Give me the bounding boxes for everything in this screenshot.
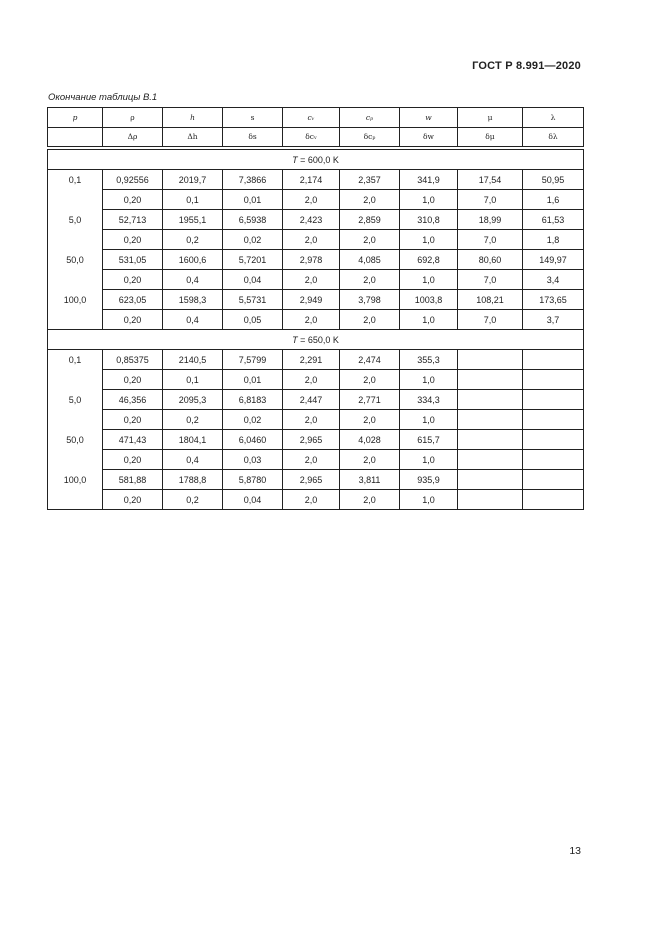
table-row [48,470,584,490]
pressure-cell-empty [48,230,103,250]
uncertainty-cell: 0,1 [163,370,223,390]
uncertainty-cell: 0,20 [103,410,163,430]
page-number: 13 [569,845,581,857]
column-header: s [223,108,283,128]
uncertainty-cell: 2,0 [283,310,340,330]
uncertainty-cell: 1,8 [523,230,584,250]
value-cell [523,390,584,410]
temperature-heading [48,150,584,170]
uncertainty-cell: 3,4 [523,270,584,290]
value-cell [458,470,523,490]
value-cell: 2,357 [340,170,400,190]
value-cell: 1788,8 [163,470,223,490]
uncertainty-cell: 0,1 [163,190,223,210]
temperature-value: = 600,0 K [297,154,339,165]
uncertainty-cell: 0,4 [163,450,223,470]
value-cell: 2,965 [283,430,340,450]
uncertainty-cell: 2,0 [340,270,400,290]
table-row [48,170,584,190]
value-cell: 2,474 [340,350,400,370]
value-cell: 2,949 [283,290,340,310]
temperature-symbol: T [292,154,298,165]
uncertainty-row [48,310,584,330]
table-row [48,250,584,270]
pressure-cell: 100,0 [48,470,103,490]
column-subheader: δcᵥ [283,128,340,147]
uncertainty-cell: 7,0 [458,310,523,330]
column-subheader: δcₚ [340,128,400,147]
column-subheader: δw [400,128,458,147]
value-cell: 355,3 [400,350,458,370]
value-cell: 149,97 [523,250,584,270]
value-cell: 52,713 [103,210,163,230]
value-cell [523,430,584,450]
value-cell: 17,54 [458,170,523,190]
uncertainty-cell: 0,05 [223,310,283,330]
temperature-value: = 650,0 K [297,334,339,345]
value-cell: 1600,6 [163,250,223,270]
value-cell: 2095,3 [163,390,223,410]
value-cell: 471,43 [103,430,163,450]
pressure-cell: 5,0 [48,210,103,230]
value-cell [523,350,584,370]
value-cell: 5,5731 [223,290,283,310]
value-cell: 50,95 [523,170,584,190]
value-cell: 2019,7 [163,170,223,190]
value-cell: 2,174 [283,170,340,190]
value-cell: 46,356 [103,390,163,410]
pressure-cell-empty [48,490,103,510]
header-row-symbols [48,108,584,128]
uncertainty-cell: 0,02 [223,230,283,250]
uncertainty-cell: 2,0 [340,370,400,390]
pressure-cell: 100,0 [48,290,103,310]
uncertainty-cell: 0,20 [103,230,163,250]
value-cell: 2,859 [340,210,400,230]
uncertainty-cell: 3,7 [523,310,584,330]
value-cell: 7,5799 [223,350,283,370]
value-cell: 18,99 [458,210,523,230]
column-header: cᵥ [283,108,340,128]
pressure-cell-empty [48,310,103,330]
column-header: p [48,108,103,128]
table-caption: Окончание таблицы В.1 [48,92,158,103]
value-cell: 2,423 [283,210,340,230]
value-cell: 0,92556 [103,170,163,190]
value-cell [458,430,523,450]
uncertainty-cell: 0,2 [163,230,223,250]
uncertainty-cell: 1,0 [400,190,458,210]
value-cell: 6,0460 [223,430,283,450]
value-cell: 1003,8 [400,290,458,310]
value-cell: 2,447 [283,390,340,410]
uncertainty-cell: 2,0 [283,450,340,470]
uncertainty-cell: 0,20 [103,270,163,290]
value-cell: 6,8183 [223,390,283,410]
uncertainty-cell: 1,0 [400,310,458,330]
uncertainty-cell: 1,0 [400,450,458,470]
uncertainty-cell: 2,0 [283,370,340,390]
value-cell: 61,53 [523,210,584,230]
value-cell: 531,05 [103,250,163,270]
value-cell: 2,965 [283,470,340,490]
uncertainty-cell: 2,0 [283,490,340,510]
column-header: w [400,108,458,128]
column-header: ρ [103,108,163,128]
uncertainty-cell: 2,0 [283,230,340,250]
value-cell [458,390,523,410]
uncertainty-cell: 1,0 [400,370,458,390]
uncertainty-row [48,230,584,250]
value-cell: 2,771 [340,390,400,410]
column-header: λ [523,108,584,128]
uncertainty-row [48,410,584,430]
value-cell: 1598,3 [163,290,223,310]
uncertainty-cell [458,450,523,470]
uncertainty-cell [523,450,584,470]
uncertainty-row [48,450,584,470]
column-subheader: δλ [523,128,584,147]
uncertainty-cell: 0,20 [103,490,163,510]
value-cell: 3,811 [340,470,400,490]
uncertainty-cell: 2,0 [283,410,340,430]
pressure-cell: 0,1 [48,170,103,190]
uncertainty-cell: 0,4 [163,270,223,290]
pressure-cell-empty [48,190,103,210]
pressure-cell-empty [48,410,103,430]
value-cell: 108,21 [458,290,523,310]
value-cell: 341,9 [400,170,458,190]
uncertainty-cell: 2,0 [340,410,400,430]
column-subheader: δμ [458,128,523,147]
uncertainty-cell: 2,0 [340,490,400,510]
column-header: cₚ [340,108,400,128]
table-row [48,350,584,370]
table-row [48,210,584,230]
value-cell: 7,3866 [223,170,283,190]
value-cell: 4,028 [340,430,400,450]
column-header: h [163,108,223,128]
value-cell: 623,05 [103,290,163,310]
value-cell: 310,8 [400,210,458,230]
uncertainty-cell: 2,0 [283,270,340,290]
value-cell: 6,5938 [223,210,283,230]
uncertainty-cell: 0,03 [223,450,283,470]
value-cell: 2,978 [283,250,340,270]
uncertainty-cell [523,490,584,510]
uncertainty-cell: 2,0 [340,190,400,210]
column-header: μ [458,108,523,128]
uncertainty-cell: 0,20 [103,190,163,210]
uncertainty-cell: 7,0 [458,190,523,210]
uncertainty-cell: 0,01 [223,370,283,390]
pressure-cell: 5,0 [48,390,103,410]
value-cell: 80,60 [458,250,523,270]
value-cell: 692,8 [400,250,458,270]
table-row [48,430,584,450]
uncertainty-cell [523,410,584,430]
uncertainty-cell: 0,20 [103,370,163,390]
column-subheader: Δh [163,128,223,147]
uncertainty-cell: 0,2 [163,410,223,430]
column-subheader: Δρ [103,128,163,147]
temperature-heading [48,330,584,350]
value-cell: 581,88 [103,470,163,490]
pressure-cell-empty [48,270,103,290]
uncertainty-cell: 0,04 [223,270,283,290]
header-row-uncertainty [48,128,584,147]
pressure-cell-empty [48,370,103,390]
value-cell: 615,7 [400,430,458,450]
uncertainty-cell: 1,6 [523,190,584,210]
pressure-cell: 50,0 [48,250,103,270]
uncertainty-cell: 7,0 [458,230,523,250]
column-subheader: δs [223,128,283,147]
data-table [47,107,584,510]
table-row [48,390,584,410]
value-cell: 2,291 [283,350,340,370]
section-row [48,330,584,350]
value-cell: 5,7201 [223,250,283,270]
value-cell [523,470,584,490]
value-cell: 334,3 [400,390,458,410]
uncertainty-cell: 2,0 [283,190,340,210]
uncertainty-row [48,190,584,210]
uncertainty-row [48,270,584,290]
uncertainty-cell: 0,4 [163,310,223,330]
document-code: ГОСТ Р 8.991—2020 [472,60,581,72]
uncertainty-cell: 2,0 [340,310,400,330]
value-cell: 173,65 [523,290,584,310]
uncertainty-cell: 1,0 [400,410,458,430]
value-cell [458,350,523,370]
pressure-cell: 50,0 [48,430,103,450]
pressure-cell: 0,1 [48,350,103,370]
value-cell: 1955,1 [163,210,223,230]
uncertainty-cell: 1,0 [400,270,458,290]
temperature-symbol: T [292,334,298,345]
uncertainty-cell: 0,04 [223,490,283,510]
section-row [48,150,584,170]
value-cell: 2140,5 [163,350,223,370]
value-cell: 1804,1 [163,430,223,450]
value-cell: 935,9 [400,470,458,490]
uncertainty-cell: 2,0 [340,450,400,470]
uncertainty-cell [458,410,523,430]
uncertainty-row [48,370,584,390]
column-subheader [48,128,103,147]
uncertainty-cell: 0,20 [103,310,163,330]
pressure-cell-empty [48,450,103,470]
uncertainty-cell: 1,0 [400,490,458,510]
uncertainty-cell: 1,0 [400,230,458,250]
uncertainty-cell: 0,20 [103,450,163,470]
uncertainty-cell: 2,0 [340,230,400,250]
value-cell: 0,85375 [103,350,163,370]
value-cell: 3,798 [340,290,400,310]
uncertainty-cell [523,370,584,390]
uncertainty-row [48,490,584,510]
uncertainty-cell: 0,02 [223,410,283,430]
uncertainty-cell [458,490,523,510]
value-cell: 5,8780 [223,470,283,490]
uncertainty-cell: 7,0 [458,270,523,290]
table-row [48,290,584,310]
uncertainty-cell: 0,2 [163,490,223,510]
value-cell: 4,085 [340,250,400,270]
uncertainty-cell [458,370,523,390]
uncertainty-cell: 0,01 [223,190,283,210]
